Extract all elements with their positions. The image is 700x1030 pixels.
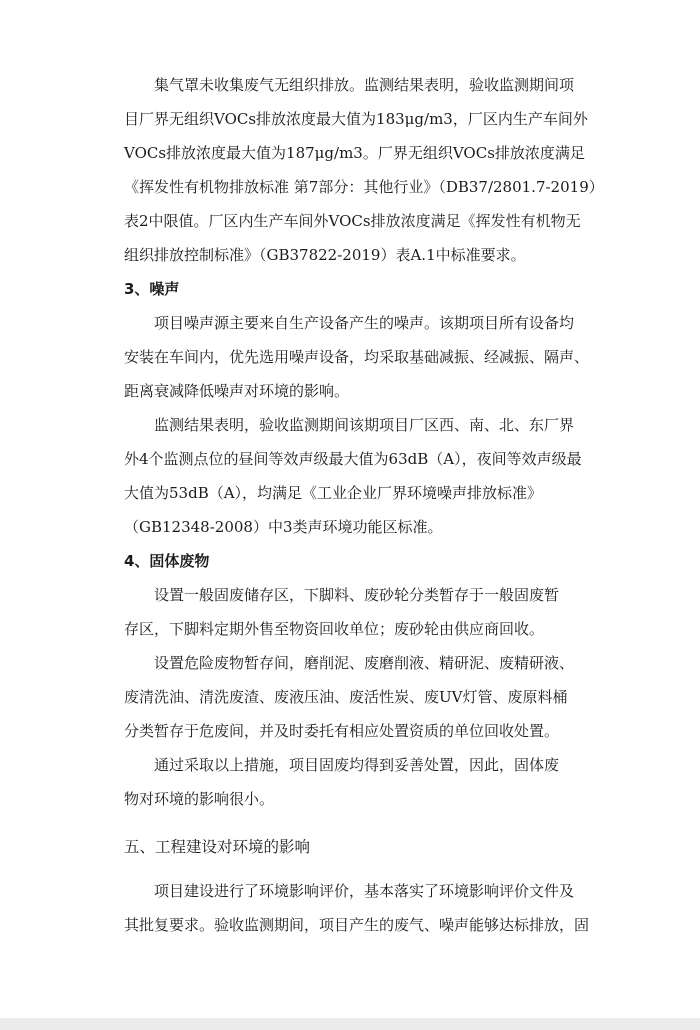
text-line: 集气罩未收集废气无组织排放。监测结果表明，验收监测期间项 — [154, 76, 575, 94]
text-line: 组织排放控制标准》（GB37822-2019）表A.1中标准要求。 — [124, 246, 526, 264]
text-line: 目厂界无组织VOCs排放浓度最大值为183μg/m3，厂区内生产车间外 — [124, 110, 588, 128]
paragraph-general-waste — [124, 578, 614, 646]
text-line: 外4个监测点位的昼间等效声级最大值为63dB（A），夜间等效声级最 — [124, 450, 582, 468]
paragraph-waste-conclusion — [124, 748, 614, 816]
text-line: 项目噪声源主要来自生产设备产生的噪声。该期项目所有设备均 — [154, 314, 575, 332]
text-line: 其批复要求。验收监测期间，项目产生的废气、噪声能够达标排放，固 — [124, 916, 590, 934]
heading-noise: 3、噪声 — [124, 280, 180, 298]
heading-section-five: 五、工程建设对环境的影响 — [124, 838, 311, 856]
paragraph-noise-result — [124, 408, 614, 544]
paragraph-noise-source — [124, 306, 614, 408]
paragraph-exhaust-gas — [124, 68, 614, 272]
heading-solid-waste: 4、固体废物 — [124, 552, 210, 570]
text-line: 安装在车间内，优先选用噪声设备，均采取基础减振、经减振、隔声、 — [124, 348, 590, 366]
text-line: 表2中限值。厂区内生产车间外VOCs排放浓度满足《挥发性有机物无 — [124, 212, 581, 230]
text-line: 距离衰减降低噪声对环境的影响。 — [124, 382, 350, 400]
paragraph-construction-impact — [124, 874, 614, 942]
text-line: 分类暂存于危废间，并及时委托有相应处置资质的单位回收处置。 — [124, 722, 560, 740]
text-line: VOCs排放浓度最大值为187μg/m3。厂界无组织VOCs排放浓度满足 — [124, 144, 585, 162]
text-line: 设置危险废物暂存间，磨削泥、废磨削液、精研泥、废精研液、 — [154, 654, 575, 672]
text-line: 存区，下脚料定期外售至物资回收单位；废砂轮由供应商回收。 — [124, 620, 545, 638]
text-line: 《挥发性有机物排放标准 第7部分：其他行业》（DB37/2801.7-2019） — [124, 178, 604, 196]
text-line: 监测结果表明，验收监测期间该期项目厂区西、南、北、东厂界 — [154, 416, 575, 434]
text-line: 物对环境的影响很小。 — [124, 790, 275, 808]
spacer — [124, 816, 614, 830]
text-line: 大值为53dB（A），均满足《工业企业厂界环境噪声排放标准》 — [124, 484, 543, 502]
text-line: 通过采取以上措施，项目固废均得到妥善处置，因此，固体废 — [154, 756, 560, 774]
text-line: 项目建设进行了环境影响评价，基本落实了环境影响评价文件及 — [154, 882, 575, 900]
page-bottom-edge — [0, 1018, 700, 1030]
paragraph-hazardous-waste — [124, 646, 614, 748]
spacer — [124, 864, 614, 874]
text-line: 设置一般固废储存区，下脚料、废砂轮分类暂存于一般固废暂 — [154, 586, 560, 604]
document-body — [124, 68, 614, 942]
text-line: 废清洗油、清洗废渣、废液压油、废活性炭、废UV灯管、废原料桶 — [124, 688, 568, 706]
text-line: （GB12348-2008）中3类声环境功能区标准。 — [124, 518, 443, 536]
